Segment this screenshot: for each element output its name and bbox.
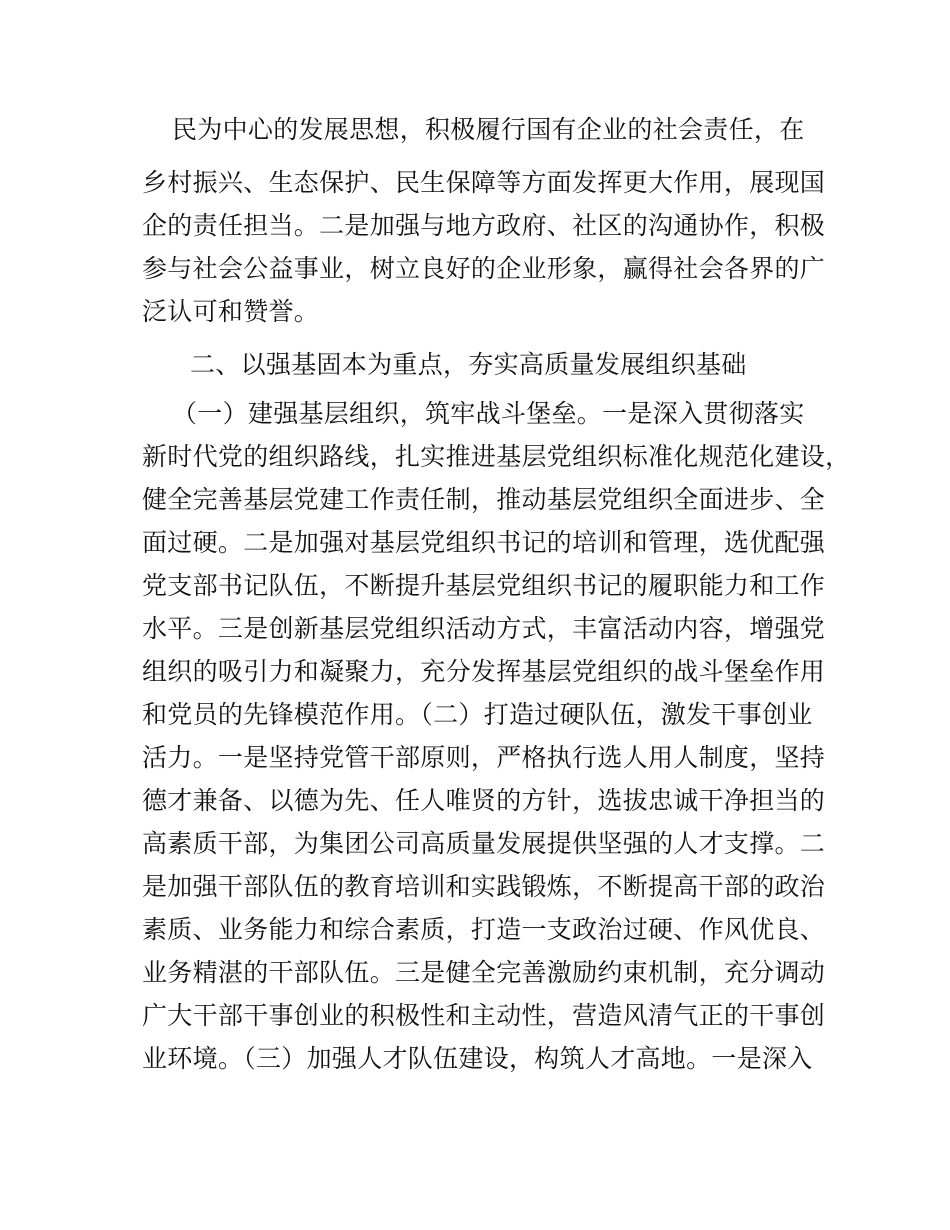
text-line: 党支部书记队伍，不断提升基层党组织书记的履职能力和工作 <box>142 571 826 600</box>
text-line: 德才兼备、以德为先、任人唯贤的方针，选拔忠诚干净担当的 <box>142 786 826 815</box>
text-line: 参与社会公益事业，树立良好的企业形象，赢得社会各界的广 <box>142 254 826 283</box>
text-line: 和党员的先锋模范作用。（二）打造过硬队伍，激发干事创业 <box>142 700 813 729</box>
section-heading: 二、以强基固本为重点，夯实高质量发展组织基础 <box>190 350 747 379</box>
text-line: 业务精湛的干部队伍。三是健全完善激励约束机制，充分调动 <box>142 958 826 987</box>
text-line: 是加强干部队伍的教育培训和实践锻炼，不断提高干部的政治 <box>142 872 826 901</box>
text-line: 健全完善基层党建工作责任制，推动基层党组织全面进步、全 <box>142 485 826 514</box>
text-line: 业环境。（三）加强人才队伍建设，构筑人才高地。一是深入 <box>142 1044 813 1073</box>
text-line: 乡村振兴、生态保护、民生保障等方面发挥更大作用，展现国 <box>142 168 826 197</box>
text-line: 组织的吸引力和凝聚力，充分发挥基层党组织的战斗堡垒作用 <box>142 657 826 686</box>
text-line: 水平。三是创新基层党组织活动方式，丰富活动内容，增强党 <box>142 614 826 643</box>
text-line: 民为中心的发展思想，积极履行国有企业的社会责任，在 <box>172 115 805 144</box>
text-line: 活力。一是坚持党管干部原则，严格执行选人用人制度，坚持 <box>142 743 826 772</box>
text-line: 广大干部干事创业的积极性和主动性，营造风清气正的干事创 <box>142 1001 826 1030</box>
text-line: 新时代党的组织路线，扎实推进基层党组织标准化规范化建设， <box>142 442 851 471</box>
text-line: 面过硬。二是加强对基层党组织书记的培训和管理，选优配强 <box>142 528 826 557</box>
text-line: （一）建强基层组织，筑牢战斗堡垒。一是深入贯彻落实 <box>172 399 805 428</box>
text-line: 企的责任担当。二是加强与地方政府、社区的沟通协作，积极 <box>142 211 826 240</box>
text-line: 泛认可和赞誉。 <box>142 297 320 326</box>
text-line: 素质、业务能力和综合素质，打造一支政治过硬、作风优良、 <box>142 915 826 944</box>
text-line: 高素质干部，为集团公司高质量发展提供坚强的人才支撑。二 <box>142 829 826 858</box>
